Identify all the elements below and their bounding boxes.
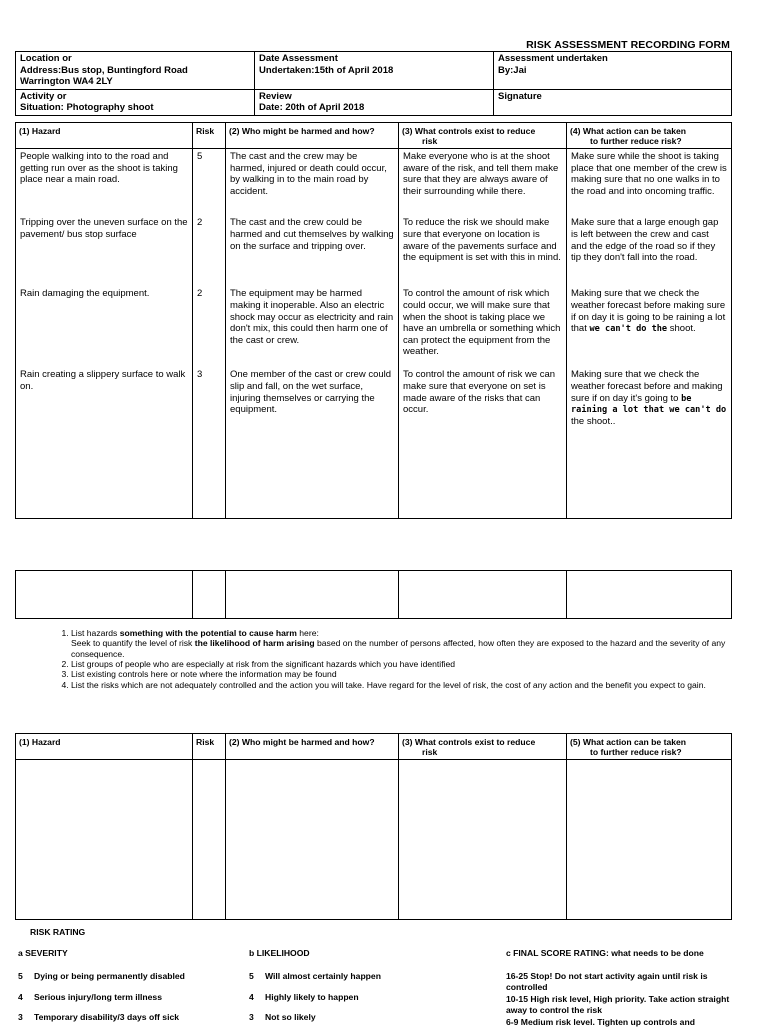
risk-cell: 2 xyxy=(193,286,226,367)
empty-hazard-table xyxy=(15,570,732,619)
location-cell: Location or Address:Bus stop, Buntingford Road Warrington WA4 2LY xyxy=(16,52,255,90)
hazard-header: (1) Hazard xyxy=(16,123,193,149)
activity-cell: Activity or Situation: Photography shoot xyxy=(16,89,255,115)
hazard-table-header xyxy=(16,123,732,149)
empty-cell[interactable] xyxy=(399,571,567,619)
likelihood-heading: b LIKELIHOOD xyxy=(249,948,310,958)
list-item: 6-9 Medium risk level. Tighten up controls and xyxy=(506,1017,695,1028)
controls-cell: To control the amount of risk which could occur, we will make sure that when the shoot is taking place we have an umbrella or something which can protect the equipment from the weather. xyxy=(399,286,567,367)
table-row xyxy=(16,286,732,367)
risk-cell: 3 xyxy=(193,367,226,518)
blank-hazard-table xyxy=(15,733,732,920)
signature-cell[interactable]: Signature xyxy=(494,89,732,115)
empty-cell[interactable] xyxy=(193,571,226,619)
severity-column xyxy=(18,948,243,1033)
assessment-by-cell: Assessment undertaken By:Jai xyxy=(494,52,732,90)
list-item: 1. List hazards something with the potential to cause harm here: Seek to quantify the level of risk the likelihood of harm arising based on the number of persons affected, how often they are exposed to the hazard and the severity of any consequence. xyxy=(71,628,751,659)
table-row xyxy=(16,215,732,286)
review-date-cell: Review Date: 20th of April 2018 xyxy=(255,89,494,115)
action-header: (4) What action can be taken to further reduce risk? xyxy=(567,123,732,149)
controls-cell: To control the amount of risk we can make sure that everyone on set is made aware of the risks that can occur. xyxy=(399,367,567,518)
empty-cell[interactable] xyxy=(226,571,399,619)
header-info-table xyxy=(15,51,732,116)
who-header: (2) Who might be harmed and how? xyxy=(226,123,399,149)
empty-cell[interactable] xyxy=(567,759,732,919)
table-row xyxy=(16,367,732,518)
list-item: 10-15 High risk level, High priority. Take action straight away to control the risk xyxy=(506,994,730,1015)
who-cell: The cast and the crew could be harmed and cut themselves by walking on the surface and tripping over. xyxy=(226,215,399,286)
list-item: 3 Not so likely xyxy=(249,1012,316,1023)
risk-cell: 5 xyxy=(193,148,226,215)
list-item: 16-25 Stop! Do not start activity again until risk is controlled xyxy=(506,971,708,992)
empty-cell[interactable] xyxy=(16,571,193,619)
who-cell: The equipment may be harmed making it inoperable. Also an electric shock may occur as electricity and rain don't mix, this could then harm one of the cast or crew. xyxy=(226,286,399,367)
risk-header: Risk xyxy=(193,123,226,149)
action-cell: Make sure that a large enough gap is left between the crew and cast and the edge of the road so if they tip they don't fall into the road. xyxy=(567,215,732,286)
controls-header: (3) What controls exist to reduce risk xyxy=(399,123,567,149)
table-row xyxy=(16,571,732,619)
who-cell: The cast and the crew may be harmed, injured or death could occur, by walking in to the main road by accident. xyxy=(226,148,399,215)
list-item: 4 Highly likely to happen xyxy=(249,991,359,1002)
form-title: RISK ASSESSMENT RECORDING FORM xyxy=(526,39,730,51)
risk-cell: 2 xyxy=(193,215,226,286)
final-score-heading: c FINAL SCORE RATING: what needs to be done xyxy=(506,948,704,958)
controls-cell: To reduce the risk we should make sure that everyone on location is aware of the pavements surface and the equipment is set with this in mind. xyxy=(399,215,567,286)
empty-cell[interactable] xyxy=(226,759,399,919)
action-cell: Making sure that we check the weather forecast before making sure if on day it is going to be raining a lot that we can't do the shoot. xyxy=(567,286,732,367)
table-row xyxy=(16,759,732,919)
controls-header: (3) What controls exist to reduce risk xyxy=(399,734,567,760)
hazard-table-header xyxy=(16,734,732,760)
action-header: (5) What action can be taken to further reduce risk? xyxy=(567,734,732,760)
empty-cell[interactable] xyxy=(399,759,567,919)
hazard-table xyxy=(15,122,732,519)
controls-cell: Make everyone who is at the shoot aware of the risk, and tell them make sure that they are always aware of their surrounding while there. xyxy=(399,148,567,215)
final-score-column xyxy=(506,948,736,1030)
empty-cell[interactable] xyxy=(193,759,226,919)
instructions-list xyxy=(54,628,751,690)
date-assessment-cell: Date Assessment Undertaken:15th of April 2018 xyxy=(255,52,494,90)
list-item: 5 Will almost certainly happen xyxy=(249,971,381,982)
action-cell: Make sure while the shoot is taking place that one member of the crew is making sure that no one walks in to the road and into oncoming traffic. xyxy=(567,148,732,215)
who-header: (2) Who might be harmed and how? xyxy=(226,734,399,760)
risk-header: Risk xyxy=(193,734,226,760)
hazard-header: (1) Hazard xyxy=(16,734,193,760)
likelihood-column xyxy=(249,948,489,1033)
list-item: 5 Dying or being permanently disabled xyxy=(18,971,185,982)
list-item: 4 Serious injury/long term illness xyxy=(18,991,162,1002)
hazard-cell: Tripping over the uneven surface on the pavement/ bus stop surface xyxy=(16,215,193,286)
action-cell: Making sure that we check the weather forecast before and making sure if on day it's going to be raining a lot that we can't do the shoot.. xyxy=(567,367,732,518)
list-item: 4. List the risks which are not adequately controlled and the action you will take. Have regard for the level of risk, the cost of any action and the benefit you expect to gain. xyxy=(71,680,751,690)
hazard-cell: People walking into to the road and getting run over as the shoot is taking place near a main road. xyxy=(16,148,193,215)
who-cell: One member of the cast or crew could slip and fall, on the wet surface, injuring themselves or carrying the equipment. xyxy=(226,367,399,518)
list-item: 2. List groups of people who are especially at risk from the significant hazards which you have identified xyxy=(71,659,751,669)
empty-cell[interactable] xyxy=(16,759,193,919)
empty-cell[interactable] xyxy=(567,571,732,619)
list-item: 3 Temporary disability/3 days off sick xyxy=(18,1012,180,1023)
table-row xyxy=(16,148,732,215)
severity-heading: a SEVERITY xyxy=(18,948,68,958)
list-item: 3. List existing controls here or note where the information may be found xyxy=(71,669,751,679)
hazard-cell: Rain creating a slippery surface to walk on. xyxy=(16,367,193,518)
hazard-cell: Rain damaging the equipment. xyxy=(16,286,193,367)
risk-rating-title: RISK RATING xyxy=(30,927,86,937)
